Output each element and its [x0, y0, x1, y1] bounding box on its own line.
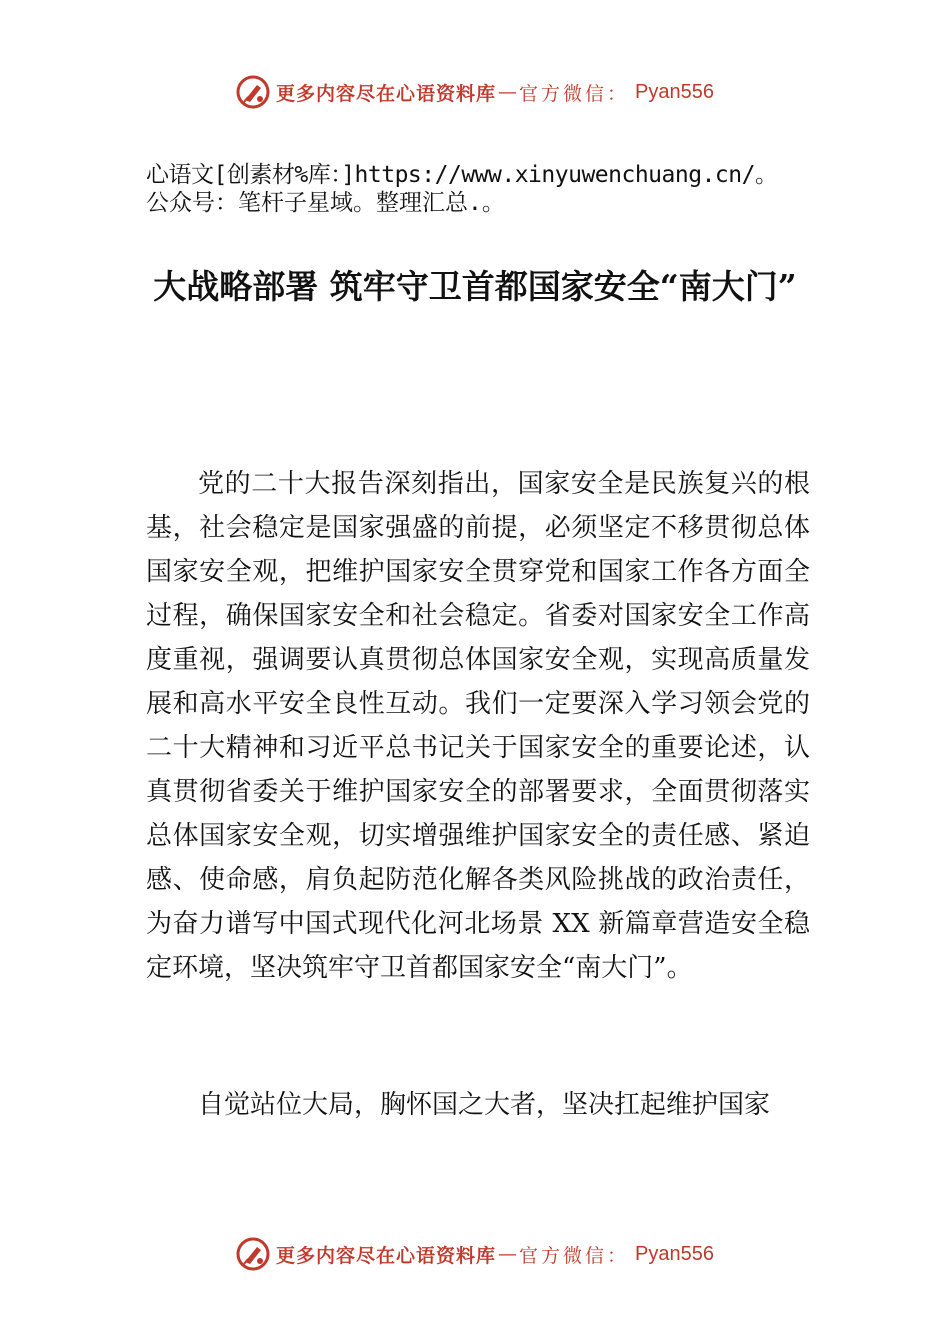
source-line-1: 心语文[创素材%库：]https://www.xinyuwenchuang.cn/。 — [146, 162, 778, 188]
pen-nib-logo-icon — [236, 75, 270, 109]
source-line-2: 公众号：笔杆子星域。整理汇总.。 — [146, 190, 505, 216]
footer-wechat-label: 官方微信： — [519, 1244, 630, 1267]
document-title: 大战略部署 筑牢守卫首都国家安全“南大门” — [153, 267, 797, 306]
banner-text: 更多内容尽在心语资料库 — [276, 82, 497, 105]
banner-wechat-label: 官方微信： — [519, 82, 630, 105]
banner-wechat-id: Pyan556 — [635, 80, 714, 103]
footer-banner-text: 更多内容尽在心语资料库 — [276, 1244, 497, 1267]
footer-wechat-id: Pyan556 — [635, 1242, 714, 1265]
pen-nib-logo-icon — [236, 1237, 270, 1271]
footer-banner — [0, 1232, 950, 1276]
body-paragraph-1: 党的二十大报告深刻指出，国家安全是民族复兴的根基，社会稳定是国家强盛的前提，必须坚定不移贯彻总体国家安全观，把维护国家安全贯穿党和国家工作各方面全过程，确保国家安全和社会稳定。省委对国家安全工作高度重视，强调要认真贯彻总体国家安全观，实现高质量发展和高水平安全良性互动。我们一定要深入学习领会党的二十大精神和习近平总书记关于国家安全的重要论述，认真贯彻省委关于维护国家安全的部署要求，全面贯彻落实总体国家安全观，切实增强维护国家安全的责任感、紧迫感、使命感，肩负起防范化解各类风险挑战的政治责任，为奋力谱写中国式现代化河北场景 XX 新篇章营造安全稳定环境，坚决筑牢守卫首都国家安全“南大门”。 — [146, 469, 810, 983]
banner-dash: — — [498, 81, 518, 103]
footer-banner-dash: — — [498, 1243, 518, 1265]
body-paragraph-2: 自觉站位大局，胸怀国之大者，坚决扛起维护国家 — [198, 1090, 771, 1120]
header-banner — [0, 70, 950, 114]
